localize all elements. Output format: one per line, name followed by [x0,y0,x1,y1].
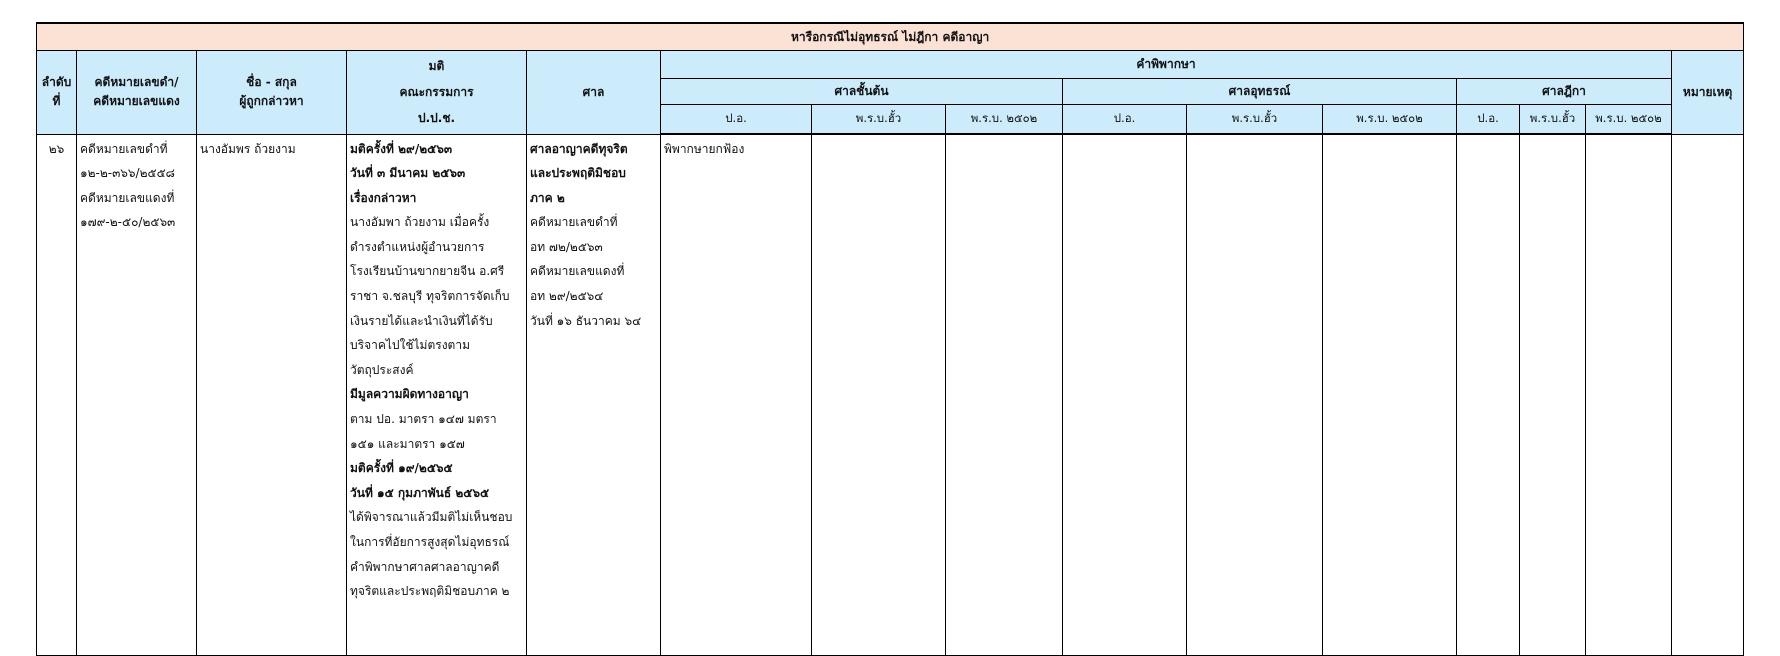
header-first-court: ศาลชั้นต้น [661,79,1063,105]
resolution-line: ดำรงตำแหน่งผู้อำนวยการ [350,239,485,254]
header-appeal-prb-hua: พ.ร.บ.ฮั้ว [1187,105,1323,135]
resolution-line: วันที่ ๓ มีนาคม ๒๕๖๓ [350,166,466,181]
resolution-lines [347,135,526,604]
court-line: ศาลอาญาคดีทุจริต [530,141,628,156]
title-row [37,23,1744,51]
resolution-line: เงินรายได้และนำเงินที่ได้รับ [350,313,493,328]
resolution-line: วัตถุประสงค์ [350,362,414,377]
cell-appeal-prb-hua[interactable] [1187,134,1323,656]
cell-resolution[interactable] [347,134,527,656]
header-appeal-court: ศาลอุทธรณ์ [1063,79,1457,105]
resolution-line: วันที่ ๑๕ กุมภาพันธ์ ๒๕๖๕ [350,485,490,500]
accused-name: นางอัมพร ถ้วยงาม [200,141,296,156]
court-lines [527,135,660,334]
case-no-line: ๑๗๙-๒-๕๐/๒๕๖๓ [80,215,176,230]
cell-first-prb-hua[interactable] [812,134,946,656]
resolution-line: โรงเรียนบ้านขากยายจีน อ.ศรี [350,264,505,279]
cell-name[interactable] [197,134,347,656]
header-first-prb-hua: พ.ร.บ.ฮั้ว [812,105,946,135]
court-line: คดีหมายเลขแดงที่ [530,264,625,279]
resolution-line: ในการที่อัยการสูงสุดไม่อุทธรณ์ [350,535,510,549]
header-supreme-prb-hua: พ.ร.บ.ฮั้ว [1520,105,1586,135]
resolution-line: ทุจริตและประพฤติมิชอบภาค ๒ [350,584,510,599]
header-case-no: คดีหมายเลขดำ/ คดีหมายเลขแดง [77,51,197,135]
header-supreme-prb-2502: พ.ร.บ. ๒๕๐๒ [1586,105,1672,135]
header-remark: หมายเหตุ [1672,51,1744,135]
resolution-line: เรื่องกล่าวหา [350,190,417,205]
resolution-line: มีมูลความผิดทางอาญา [350,387,469,402]
resolution-line: บริจาคไปใช้ไม่ตรงตาม [350,338,470,353]
case-no-line: คดีหมายเลขแดงที่ [80,190,175,205]
header-resolution-line2: คณะกรรมการ [399,85,474,100]
cell-no[interactable] [37,134,77,656]
cell-supreme-prb-2502[interactable] [1586,134,1672,656]
header-resolution-line1: มติ [428,59,445,74]
header-no: ลำดับ ที่ [37,51,77,135]
case-no-lines [77,135,196,235]
resolution-line: มติครั้งที่ ๑๙/๒๕๖๕ [350,461,453,476]
judgment-table [36,22,1744,656]
resolution-line: ราชา จ.ชลบุรี ทุจริตการจัดเก็บ [350,289,510,304]
header-row-1 [37,51,1744,79]
header-judgment: คำพิพากษา [661,51,1672,79]
header-resolution-line3: ป.ป.ช. [417,111,456,126]
header-resolution [347,51,527,135]
court-line: อท ๒๙/๒๕๖๔ [530,289,604,304]
court-line: และประพฤติมิชอบ [530,166,626,181]
cell-supreme-prb-hua[interactable] [1520,134,1586,656]
resolution-line: นางอัมพา ถ้วยงาม เมื่อครั้ง [350,215,490,230]
header-supreme-po: ป.อ. [1457,105,1520,135]
spreadsheet [36,22,1743,656]
row-no: ๒๖ [48,141,65,156]
court-line: วันที่ ๑๖ ธันวาคม ๖๔ [530,313,642,328]
cell-court[interactable] [527,134,661,656]
resolution-line: ๑๕๑ และมาตรา ๑๕๗ [350,436,465,451]
header-first-prb-2502: พ.ร.บ. ๒๕๐๒ [946,105,1063,135]
cell-case-no[interactable] [77,134,197,656]
cell-appeal-prb-2502[interactable] [1323,134,1457,656]
header-court: ศาล [527,51,661,135]
header-appeal-po: ป.อ. [1063,105,1187,135]
sheet-title: หารือกรณีไม่อุทธรณ์ ไม่ฎีกา คดีอาญา [37,23,1744,51]
cell-appeal-po[interactable] [1063,134,1187,656]
first-court-po-verdict: พิพากษายกฟ้อง [664,142,745,156]
resolution-line: มติครั้งที่ ๒๙/๒๕๖๓ [350,141,453,156]
header-first-po: ป.อ. [661,105,812,135]
table-row [37,134,1744,656]
header-appeal-prb-2502: พ.ร.บ. ๒๕๐๒ [1323,105,1457,135]
court-line: อท ๗๒/๒๕๖๓ [530,239,603,254]
resolution-line: ได้พิจารณาแล้วมีมติไม่เห็นชอบ [350,510,513,525]
header-name: ชื่อ - สกุล ผู้ถูกกล่าวหา [197,51,347,135]
resolution-line: ตาม ปอ. มาตรา ๑๔๗ มตรา [350,412,497,427]
header-supreme-court: ศาลฎีกา [1457,79,1672,105]
resolution-line: คำพิพากษาศาลศาลอาญาคดี [350,559,500,574]
court-line: ภาค ๒ [530,190,565,205]
cell-first-po[interactable] [661,134,812,656]
case-no-line: คดีหมายเลขดำที่ [80,141,168,156]
cell-supreme-po[interactable] [1457,134,1520,656]
court-line: คดีหมายเลขดำที่ [530,215,618,230]
cell-first-prb-2502[interactable] [946,134,1063,656]
cell-remark[interactable] [1672,134,1744,656]
case-no-line: ๑๒-๒-๓๖๖/๒๕๕๘ [80,166,175,181]
